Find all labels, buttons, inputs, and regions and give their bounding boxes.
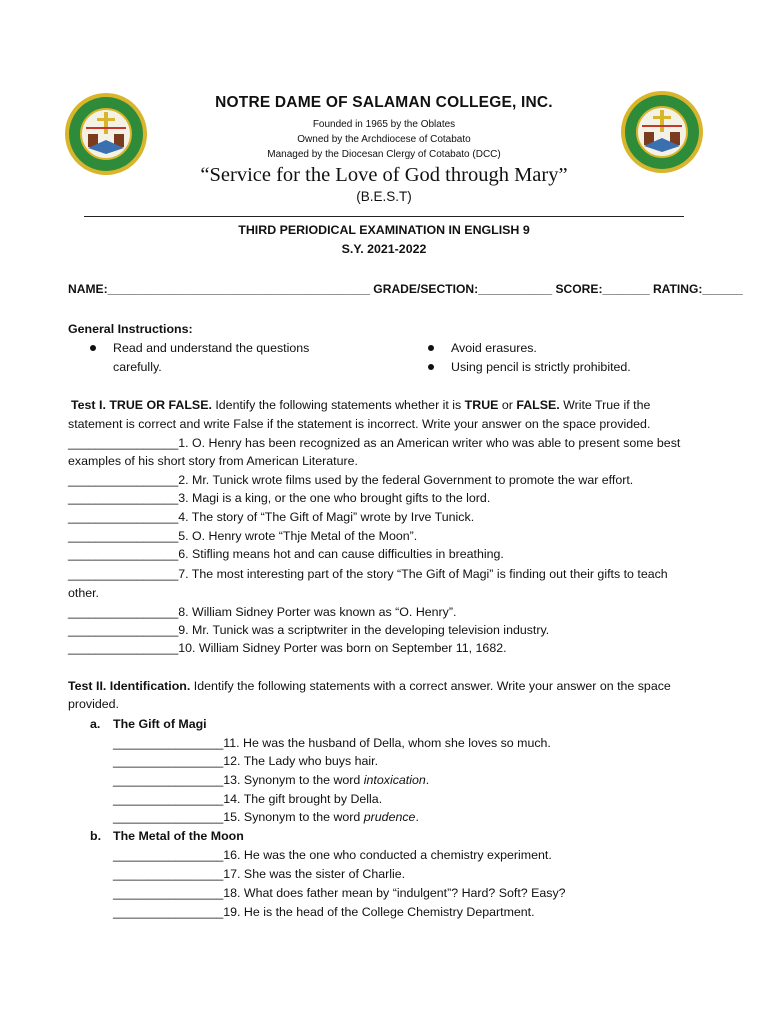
school-motto: “Service for the Love of God through Mary”: [200, 164, 568, 186]
instructions-heading: General Instructions:: [68, 322, 193, 336]
section-a-marker: a.: [90, 717, 101, 731]
test1-intro: Test I. TRUE OR FALSE. Identify the following statements whether it is TRUE or FALSE. Write True if the: [71, 398, 651, 412]
test2-label: Test II. Identification.: [68, 679, 191, 693]
question-item: ________________9. Mr. Tunick was a scriptwriter in the developing television industry.: [68, 623, 550, 637]
question-item-cont: examples of his short story from American Literature.: [68, 454, 358, 468]
question-item: ________________12. The Lady who buys hair.: [113, 754, 379, 768]
instruction-item: Using pencil is strictly prohibited.: [451, 360, 631, 374]
test2-intro: Test II. Identification. Identify the following statements with a correct answer. Write your answer on the space: [68, 679, 671, 693]
bullet-icon: [90, 345, 96, 351]
owned-line: Owned by the Archdiocese of Cotabato: [297, 134, 471, 145]
test2-intro-line2: provided.: [68, 697, 119, 711]
letterhead: [0, 94, 768, 204]
question-item: ________________10. William Sidney Porter was born on September 11, 1682.: [68, 641, 507, 655]
vocab-term: prudence: [363, 810, 416, 824]
section-a-title: The Gift of Magi: [113, 717, 207, 731]
vocab-term: intoxication: [363, 773, 426, 787]
founded-line: Founded in 1965 by the Oblates: [312, 119, 456, 130]
motto-acronym: (B.E.S.T): [356, 189, 412, 204]
question-item: ________________17. She was the sister of Charlie.: [113, 867, 406, 881]
question-item: ________________7. The most interesting part of the story “The Gift of Magi” is finding out their gifts to teach: [68, 567, 668, 581]
school-name: NOTRE DAME OF SALAMAN COLLEGE, INC.: [215, 94, 553, 111]
question-item: ________________6. Stifling means hot and can cause difficulties in breathing.: [68, 547, 504, 561]
section-b-title: The Metal of the Moon: [113, 829, 244, 843]
question-item: ________________14. The gift brought by Della.: [113, 792, 383, 806]
question-item: ________________13. Synonym to the word intoxication.: [113, 773, 430, 787]
question-item: ________________15. Synonym to the word prudence.: [113, 810, 419, 824]
bullet-icon: [428, 345, 434, 351]
question-item: ________________11. He was the husband of Della, whom she loves so much.: [113, 736, 551, 750]
school-year: S.Y. 2021-2022: [341, 242, 427, 256]
question-item: ________________1. O. Henry has been recognized as an American writer who was able to present some best: [68, 436, 681, 450]
question-item: ________________4. The story of “The Gift of Magi” wrote by Irve Tunick.: [68, 510, 475, 524]
student-info-line: NAME:_______________________________________ GRADE/SECTION:___________ SCORE:_______ RATING:______: [68, 282, 743, 296]
question-item: ________________16. He was the one who conducted a chemistry experiment.: [113, 848, 552, 862]
question-item: ________________8. William Sidney Porter was known as “O. Henry”.: [68, 605, 457, 619]
bullet-icon: [428, 364, 434, 370]
managed-line: Managed by the Diocesan Clergy of Cotabato (DCC): [267, 149, 501, 160]
question-item: ________________19. He is the head of the College Chemistry Department.: [113, 905, 535, 919]
instruction-item: Read and understand the questions: [113, 341, 310, 355]
question-item: ________________18. What does father mean by “indulgent”? Hard? Soft? Easy?: [113, 886, 566, 900]
test1-intro-line2: statement is correct and write False if the statement is incorrect. Write your answer on the space provided.: [68, 417, 651, 431]
question-item: ________________5. O. Henry wrote “Thje Metal of the Moon”.: [68, 529, 418, 543]
header-divider: [84, 216, 684, 217]
question-item: ________________3. Magi is a king, or the one who brought gifts to the lord.: [68, 491, 491, 505]
question-item-cont: other.: [68, 586, 100, 600]
question-item: ________________2. Mr. Tunick wrote films used by the federal Government to promote the war effort.: [68, 473, 634, 487]
test1-label: Test I. TRUE OR FALSE.: [71, 398, 212, 412]
section-b-marker: b.: [90, 829, 102, 843]
exam-title: THIRD PERIODICAL EXAMINATION IN ENGLISH 9: [238, 223, 530, 237]
instruction-item: Avoid erasures.: [451, 341, 537, 355]
instruction-item-cont: carefully.: [113, 360, 162, 374]
